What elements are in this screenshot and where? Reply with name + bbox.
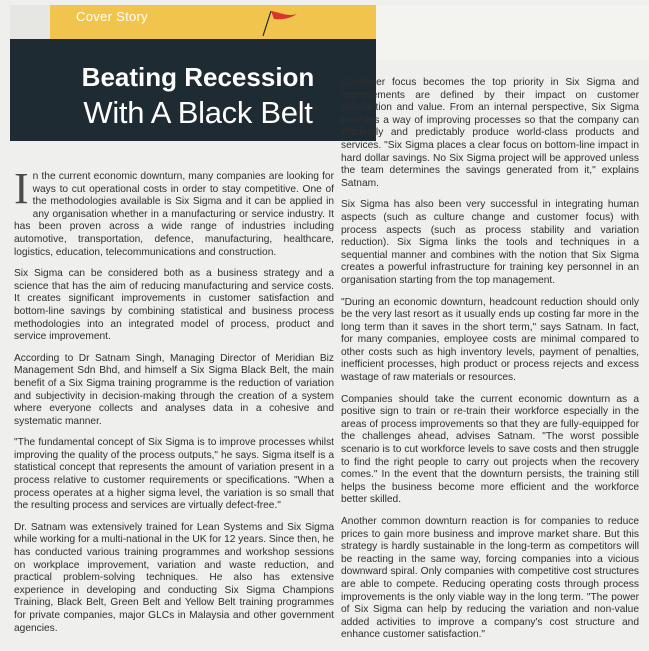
- right-column: [341, 77, 639, 651]
- left-column: [14, 164, 334, 644]
- drop-cap: I: [14, 164, 29, 213]
- paragraph: [14, 164, 334, 259]
- paragraph: Dr. Satnam was extensively trained for Lean Systems and Six Sigma while working for a multi-national in the UK for 12 years. Since then, he has conducted various training programmes and workshop sessions on workplace improvement, variation and waste reduction, and practical problem-solving techniques. He also has extensive experience in developing and conducting Six Sigma Champions Training, Black Belt, Green Belt and Yellow Belt training programmes for private companies, major GLCs in Malaysia and other government agencies.: [14, 521, 334, 634]
- flag-icon: [255, 8, 299, 38]
- paragraph: "The fundamental concept of Six Sigma is to improve processes whilst improving the quality of the process outputs," he says. Sigma itself is a statistical concept that represents the amount of variation present in a process relative to customer requirements or specifications. "When a process operates at a higher sigma level, the variation is so small that the resulting process and services are virtually defect-free.": [14, 437, 334, 512]
- paragraph: According to Dr Satnam Singh, Managing Director of Meridian Biz Management Sdn Bhd, and himself a Six Sigma Black Belt, the main benefit of a Six Sigma training programme is the reduction of variation and subjectivity in decision-making through the creation of a system where everyone collects and analyses data in a cohesive and systematic manner.: [14, 352, 334, 427]
- paragraph: Another common downturn reaction is for companies to reduce prices to gain more business and improve market share. But this strategy is hardly sustainable in the long-term as competitors will be reacting in the same way, forcing companies into a vicious downward spiral. Only companies with competitive cost structures are able to compete. Reducing operating costs through process improvements is the only viable way in the long term. "The power of Six Sigma can help by reducing the variation and non-value added activities to improve a company's cost structure and enhance customer satisfaction.": [341, 516, 639, 641]
- header-light-strip: [376, 5, 649, 60]
- headline-line-1: Beating Recession: [81, 62, 315, 92]
- section-label: Cover Story: [76, 9, 148, 24]
- paragraph: Six Sigma can be considered both as a business strategy and a science that has the aim of reducing manufacturing and service costs. It creates significant improvements in customer satisfaction and bottom-line savings by combining statistical and business process methodologies into an integrated model of process, product and service improvement.: [14, 268, 334, 343]
- paragraph-text: n the current economic downturn, many companies are looking for ways to cut operational costs in order to stay competitive. One of the methodologies available is Six Sigma and it can be applied in any organisation whether in a manufacturing or service industry. It has been proven across a wide range of industries including automotive, transportation, defence, manufacturing, healthcare, logistics, education, telecommunications and construction.: [14, 171, 334, 258]
- paragraph: "During an economic downturn, headcount reduction should only be the very last resort as it usually ends up costing far more in the long term than it saves in the short term," says Satnam. In fact, for many companies, employee costs are minimal compared to other costs such as high inventory levels, payment of penalties, inefficient processes, high product or process rejects and excess wastage of raw materials or resources.: [341, 296, 639, 384]
- tab-corner: [10, 5, 50, 39]
- headline-line-2: With A Black Belt: [83, 95, 313, 130]
- paragraph: Companies should take the current economic downturn as a positive sign to train or re-train their workforce especially in the areas of process improvements so that they are fully-equipped for the challenges ahead, advises Satnam. "The worst possible scenario is to cut workforce levels to save costs and then struggle to find the right people to carry out projects when the recovery comes." In the event that the downturn persists, the training still helps the business become more efficient and the workforce better skilled.: [341, 393, 639, 506]
- paragraph: Customer focus becomes the top priority in Six Sigma and improvements are defined by their impact on customer satisfaction and value. From an internal perspective, Six Sigma provides a way of improving processes so that the company can efficiently and predictably produce world-class products and services. "Six Sigma places a clear focus on bottom-line impact in hard dollar savings. No Six Sigma project will be approved unless the team determines the savings generated from it," explains Satnam.: [341, 77, 639, 189]
- paragraph: Six Sigma has also been very successful in integrating human aspects (such as culture change and customer focus) with process aspects (such as process stability and variation reduction). Six Sigma links the tools and techniques in a sequential manner and combines with the notion that Six Sigma creates a powerful infrastructure for training key personnel in an organisation starting from the top management.: [341, 199, 639, 286]
